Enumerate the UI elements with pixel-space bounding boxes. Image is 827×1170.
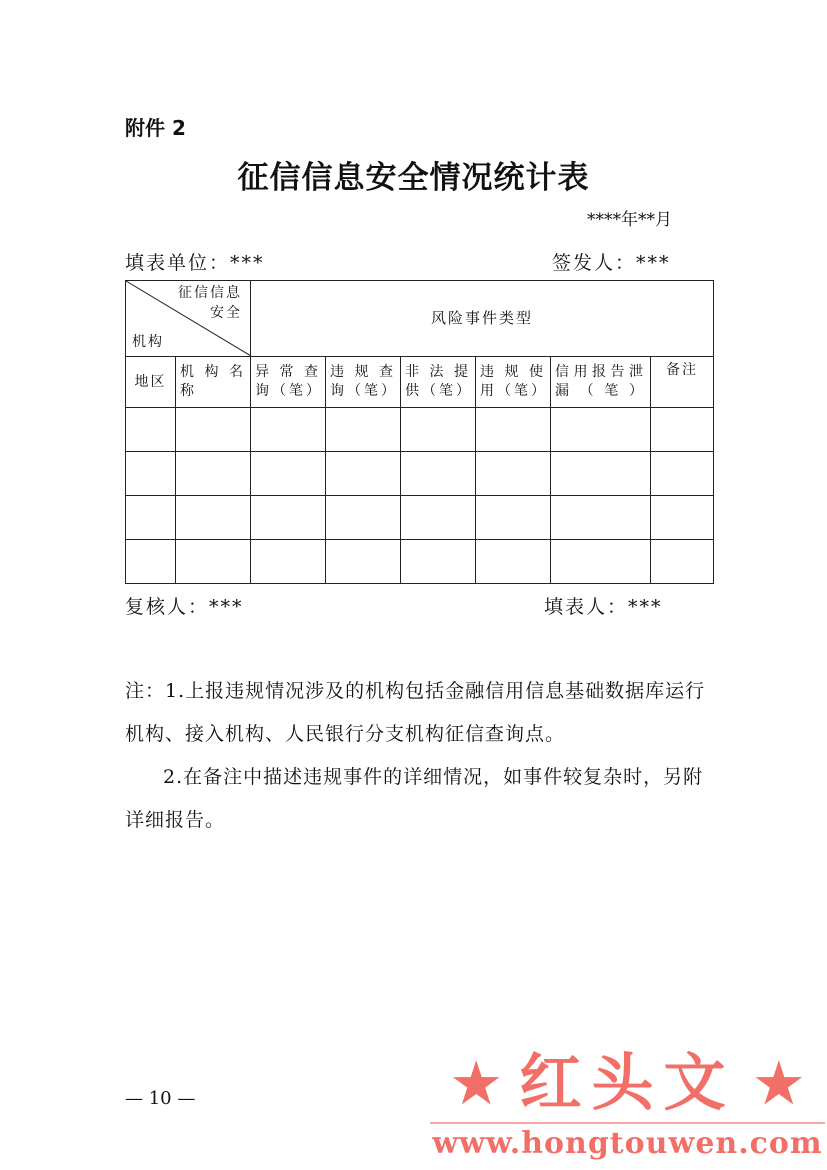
watermark	[430, 1048, 825, 1161]
statistics-table	[125, 280, 714, 584]
column-header: 信用报告泄漏（笔）	[551, 357, 651, 408]
group-header: 风险事件类型	[251, 281, 714, 357]
star-icon: ★	[452, 1051, 501, 1115]
diagonal-header-cell	[126, 281, 251, 357]
table-row	[126, 452, 714, 496]
watermark-url: www.hongtouwen.com	[430, 1122, 825, 1161]
diag-bottom-label: 机构	[132, 334, 164, 350]
column-header: 备注	[651, 357, 714, 408]
table-row	[126, 496, 714, 540]
column-header: 违规查询（笔）	[326, 357, 401, 408]
reviewer: 复核人：***	[125, 596, 244, 618]
fill-unit: 填表单位：***	[125, 252, 265, 274]
column-header-row	[126, 357, 714, 408]
filler: 填表人：***	[544, 596, 663, 618]
note-1: 注：1.上报违规情况涉及的机构包括金融信用信息基础数据库运行机构、接入机构、人民银行分支机构征信查询点。	[125, 680, 706, 745]
column-header: 非法提供（笔）	[401, 357, 476, 408]
star-icon: ★	[754, 1051, 803, 1115]
column-header: 机构名称	[176, 357, 251, 408]
column-header: 地区	[126, 357, 176, 408]
report-date: ****年**月	[587, 210, 672, 230]
page-title: 征信信息安全情况统计表	[237, 160, 590, 196]
column-header: 违规使用（笔）	[476, 357, 551, 408]
table-row	[126, 408, 714, 452]
watermark-text: 红头文	[519, 1046, 736, 1119]
page-number: — 10 —	[125, 1088, 196, 1109]
note-2: 2.在备注中描述违规事件的详细情况，如事件较复杂时，另附详细报告。	[125, 766, 704, 831]
diag-top-label: 征信信息 安全	[178, 285, 242, 321]
issuer: 签发人：***	[552, 252, 671, 274]
column-header: 异常查询（笔）	[251, 357, 326, 408]
attachment-label: 附件 2	[125, 116, 186, 140]
table-row	[126, 540, 714, 584]
